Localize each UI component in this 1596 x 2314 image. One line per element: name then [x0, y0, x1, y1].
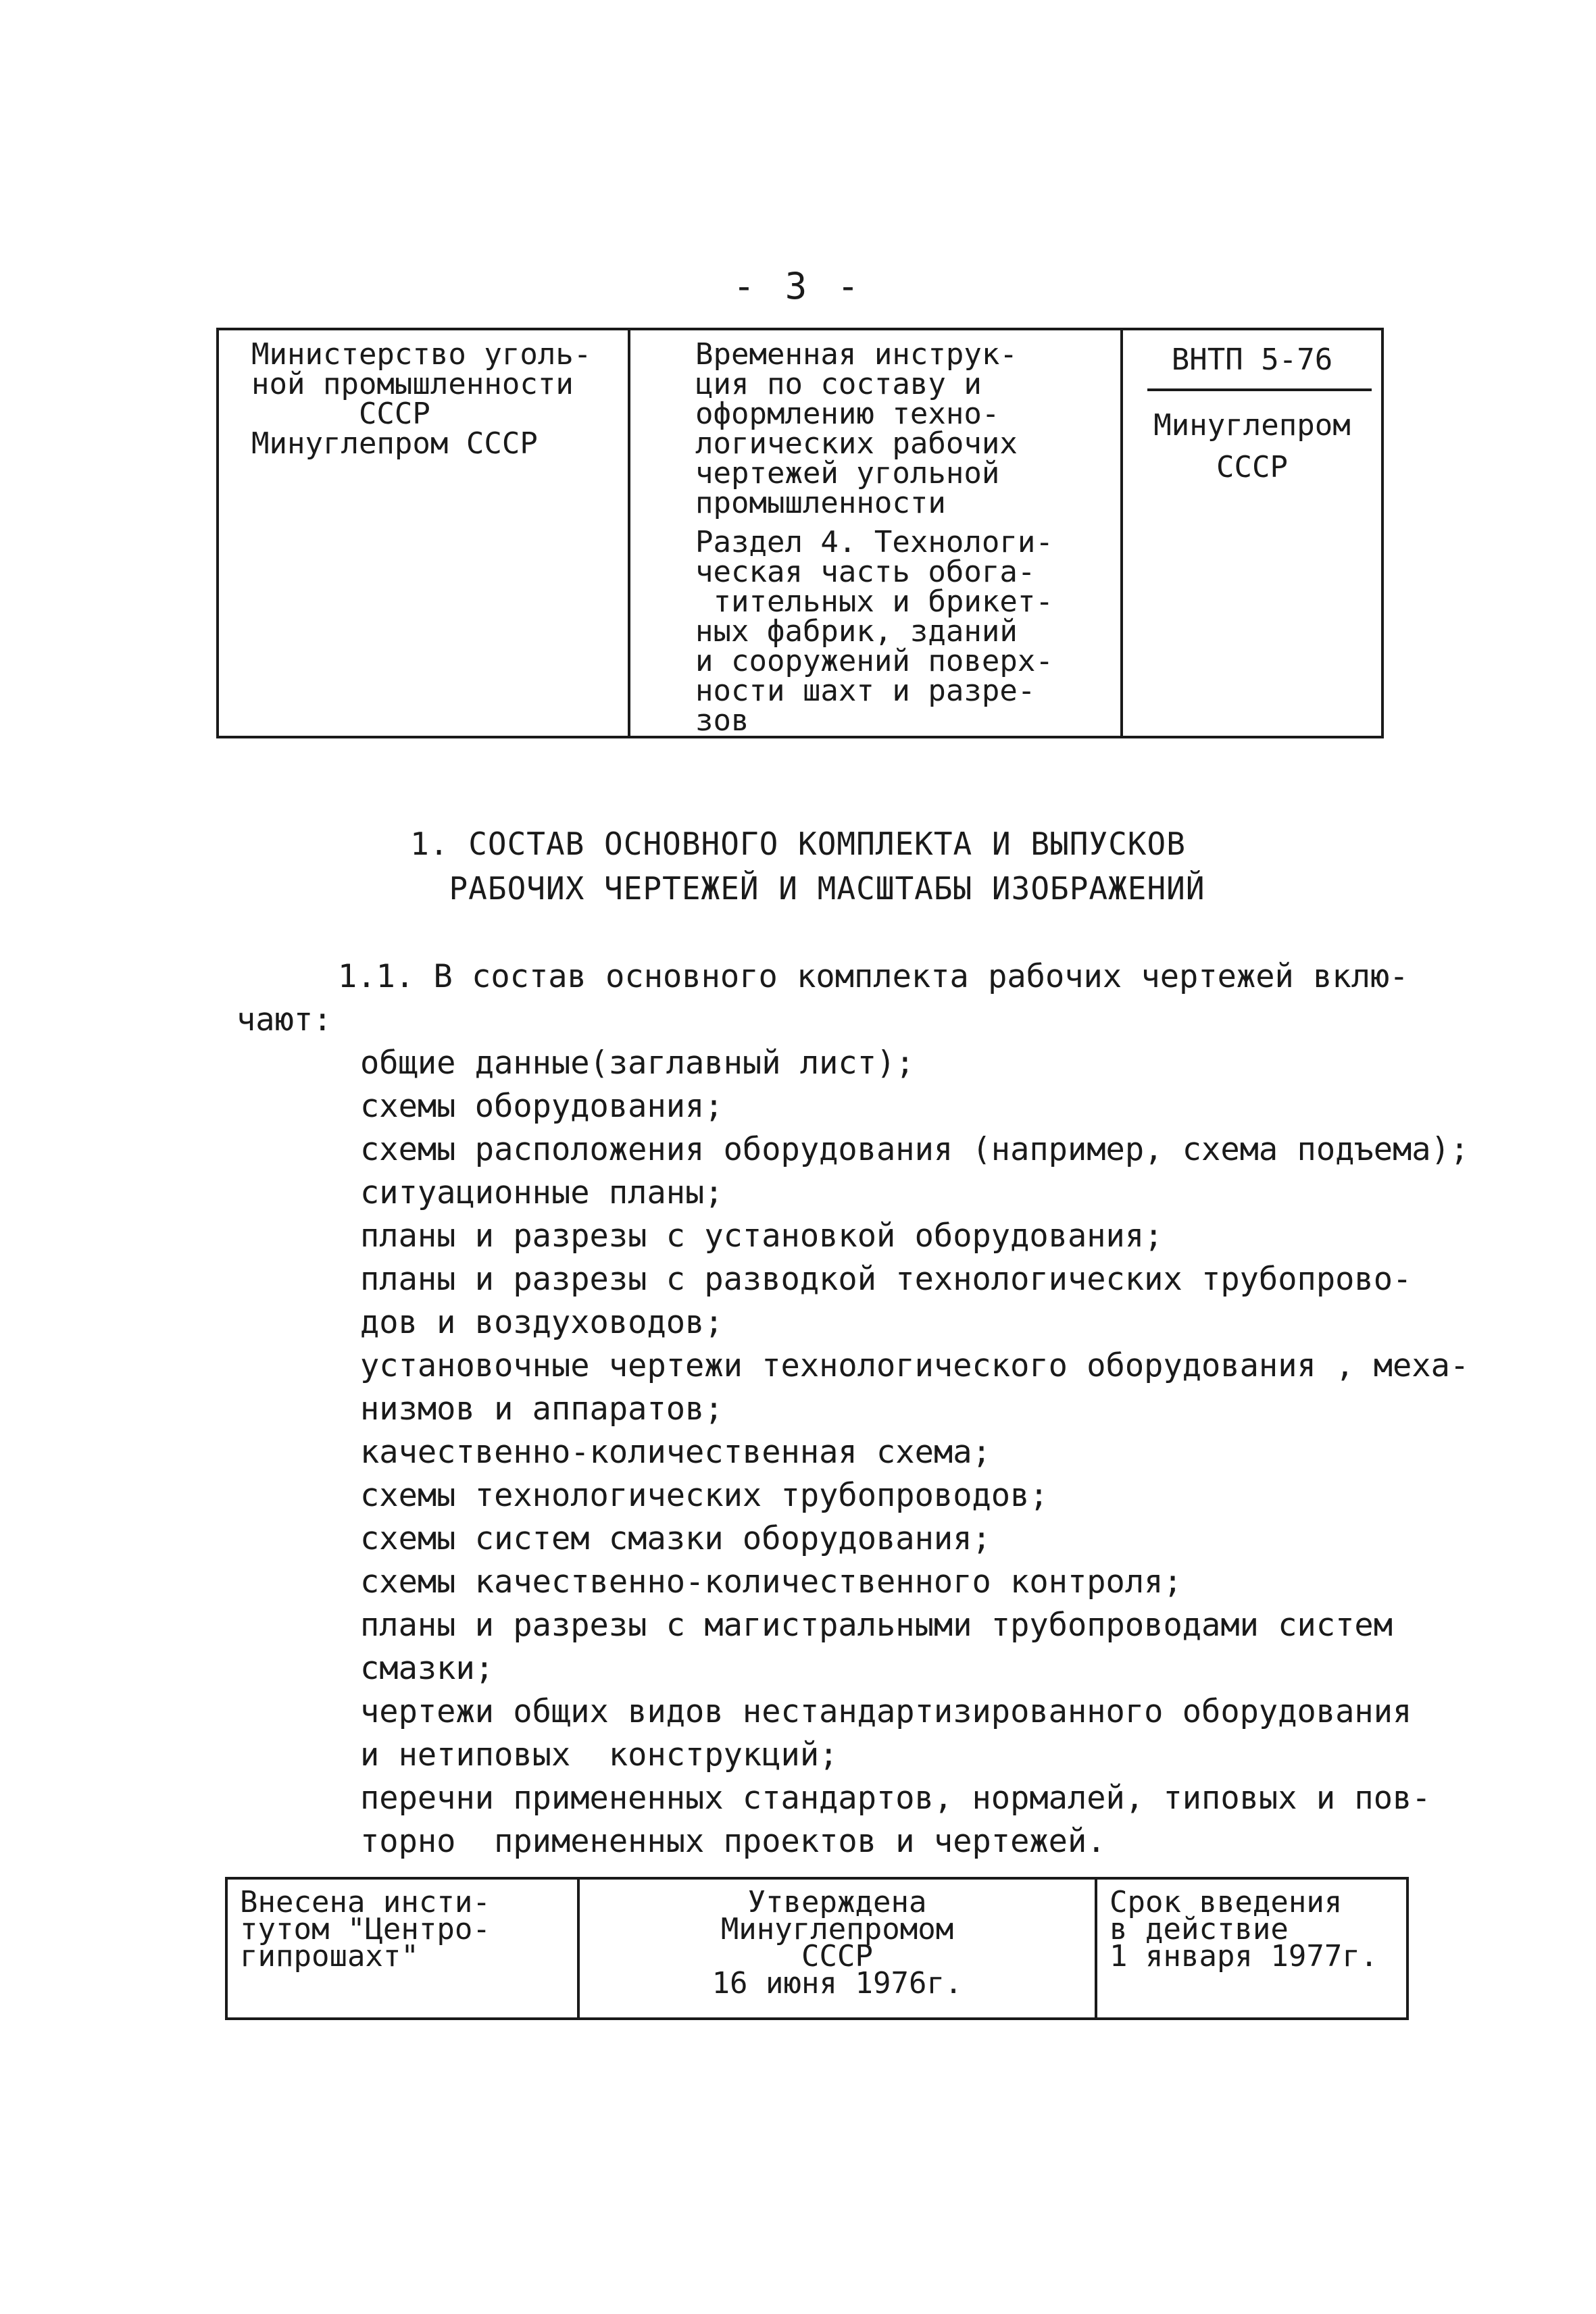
- page-number: - 3 -: [732, 265, 864, 307]
- approved-text: Утверждена Минуглепромом СССР 16 июня 1976г.: [712, 1885, 963, 2001]
- list-item: общие данные(заглавный лист);: [360, 1045, 915, 1082]
- ministry-text: Министерство уголь- ной промышленности СССР Минуглепром СССР: [251, 337, 592, 461]
- list-item: торно примененных проектов и чертежей.: [360, 1823, 1106, 1860]
- list-item: ситуационные планы;: [360, 1174, 724, 1211]
- approved-cell: [578, 1878, 1096, 2019]
- document-title: Временная инструк- ция по составу и оформлению техно- логических рабочих чертежей угольной промышленности: [695, 337, 1018, 520]
- paragraph-line-2: чают:: [236, 1001, 332, 1038]
- paragraph-line-1: 1.1. В состав основного комплекта рабочих чертежей вклю-: [338, 958, 1409, 995]
- document-footer-table: [225, 1877, 1409, 2020]
- introduced-by-cell: [226, 1878, 578, 2019]
- list-item: схемы систем смазки оборудования;: [360, 1520, 991, 1557]
- document-header-table: [216, 328, 1384, 738]
- introduced-by-text: Внесена инсти- тутом "Центро- гипрошахт": [240, 1885, 491, 1973]
- list-item: планы и разрезы с установкой оборудования;: [360, 1217, 1164, 1255]
- document-code: ВНТП 5-76: [1171, 343, 1333, 377]
- list-item: планы и разрезы с разводкой технологических трубопрово-: [360, 1261, 1412, 1298]
- list-item: смазки;: [360, 1650, 495, 1687]
- list-item: перечни примененных стандартов, нормалей, типовых и пов-: [360, 1780, 1431, 1817]
- list-item: планы и разрезы с магистральными трубопроводами систем: [360, 1607, 1393, 1644]
- list-item: схемы расположения оборудования (например, схема подъема);: [360, 1131, 1470, 1168]
- title-cell: [629, 329, 1122, 737]
- list-item: схемы технологических трубопроводов;: [360, 1477, 1049, 1514]
- issuer-text: Минуглепром СССР: [1153, 408, 1351, 484]
- list-item: установочные чертежи технологического оборудования , меха-: [360, 1347, 1470, 1384]
- effective-date-text: Срок введения в действие 1 января 1977г.: [1109, 1885, 1378, 1973]
- code-cell: [1122, 329, 1382, 737]
- list-item: качественно-количественная схема;: [360, 1434, 991, 1471]
- section-title: 1. СОСТАВ ОСНОВНОГО КОМПЛЕКТА И ВЫПУСКОВ РАБОЧИХ ЧЕРТЕЖЕЙ И МАСШТАБЫ ИЗОБРАЖЕНИЙ: [410, 826, 1205, 907]
- list-item: дов и воздуховодов;: [360, 1304, 724, 1341]
- code-divider: [1147, 388, 1372, 391]
- ministry-cell: [218, 329, 629, 737]
- list-item: схемы качественно-количественного контроля;: [360, 1563, 1182, 1601]
- document-section: Раздел 4. Технологи- ческая часть обога- тительных и брикет- ных фабрик, зданий и сооружений поверх- ности шахт и разре- зов: [695, 525, 1053, 738]
- list-item: и нетиповых конструкций;: [360, 1736, 839, 1774]
- effective-date-cell: [1096, 1878, 1407, 2019]
- list-item: низмов и аппаратов;: [360, 1390, 724, 1428]
- list-item: чертежи общих видов нестандартизированного оборудования: [360, 1693, 1412, 1730]
- list-item: схемы оборудования;: [360, 1088, 724, 1125]
